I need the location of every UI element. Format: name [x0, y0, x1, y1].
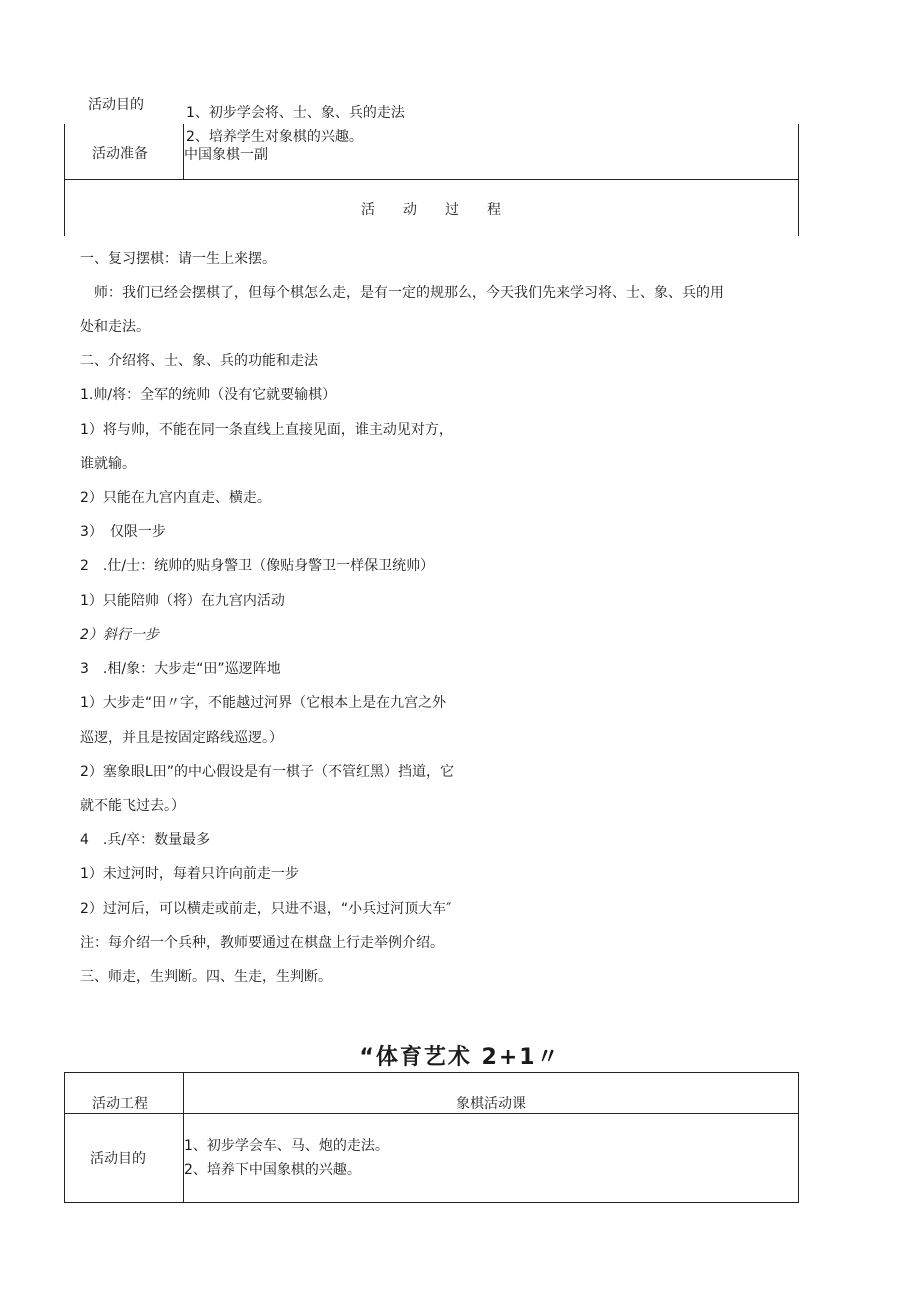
text-line: 4 .兵/卒：数量最多 — [80, 832, 211, 848]
text-line: 1）只能陪帅（将）在九宫内活动 — [80, 593, 285, 609]
table-border — [64, 1072, 799, 1203]
goal-label: 活动目的 — [88, 97, 144, 113]
text-line: 就不能飞过去。） — [80, 798, 185, 814]
text-line: 1.帅/将：全军的统帅（没有它就要输棋） — [80, 387, 337, 403]
prep-label: 活动准备 — [92, 146, 148, 162]
goal-line-2: 2、培养下中国象棋的兴趣。 — [184, 1162, 361, 1178]
text-line: 2）斜行一步 — [80, 627, 159, 643]
text-line: 二、介绍将、士、象、兵的功能和走法 — [80, 353, 318, 369]
text-line: 1）未过河时，每着只许向前走一步 — [80, 866, 299, 882]
text-line: 巡逻，并且是按固定路线巡逻。） — [80, 730, 283, 746]
table-border — [64, 1113, 799, 1114]
prep-value: 中国象棋一副 — [184, 147, 268, 163]
goal-line-1: 1、初步学会将、士、象、兵的走法 — [186, 105, 405, 121]
text-line: 师：我们已经会摆棋了，但每个棋怎么走，是有一定的规那么，今天我们先来学习将、士、象、兵的用 — [80, 285, 724, 301]
goal-label: 活动目的 — [90, 1151, 146, 1167]
process-header: 活 动 过 程 — [361, 202, 501, 218]
text-line: 3） 仅限一步 — [80, 524, 166, 540]
text-line: 谁就输。 — [80, 456, 136, 472]
text-line: 2）过河后，可以横走或前走，只进不退，“小兵过河顶大车″ — [80, 901, 452, 917]
text-line: 三、师走，生判断。四、生走，生判断。 — [80, 969, 332, 985]
project-label: 活动工程 — [92, 1096, 148, 1112]
text-line: 3 .相/象：大步走“田”巡逻阵地 — [80, 661, 281, 677]
text-line: 1）将与帅，不能在同一条直线上直接见面，谁主动见对方， — [80, 422, 453, 438]
table-border — [64, 124, 65, 236]
table-border — [798, 124, 799, 236]
table-border — [183, 124, 184, 180]
text-line: 2）只能在九宫内直走、横走。 — [80, 490, 271, 506]
table-border — [64, 179, 799, 180]
section-title: “体育艺术 2+1〃 — [359, 1045, 561, 1070]
goal-line-2: 2、培养学生对象棋的兴趣。 — [186, 129, 363, 145]
project-value: 象棋活动课 — [456, 1096, 526, 1112]
text-line: 2 .仕/士：统帅的贴身警卫（像贴身警卫一样保卫统帅） — [80, 558, 435, 574]
text-line: 处和走法。 — [80, 319, 150, 335]
text-line: 1）大步走“田〃字，不能越过河界（它根本上是在九宫之外 — [80, 695, 447, 711]
text-line: 注：每介绍一个兵种，教师要通过在棋盘上行走举例介绍。 — [80, 935, 444, 951]
text-line: 一、复习摆棋：请一生上来摆。 — [80, 251, 276, 267]
text-line: 2）塞象眼L田”的中心假设是有一棋子（不管红黑）挡道，它 — [80, 764, 454, 780]
goal-line-1: 1、初步学会车、马、炮的走法。 — [184, 1138, 389, 1154]
